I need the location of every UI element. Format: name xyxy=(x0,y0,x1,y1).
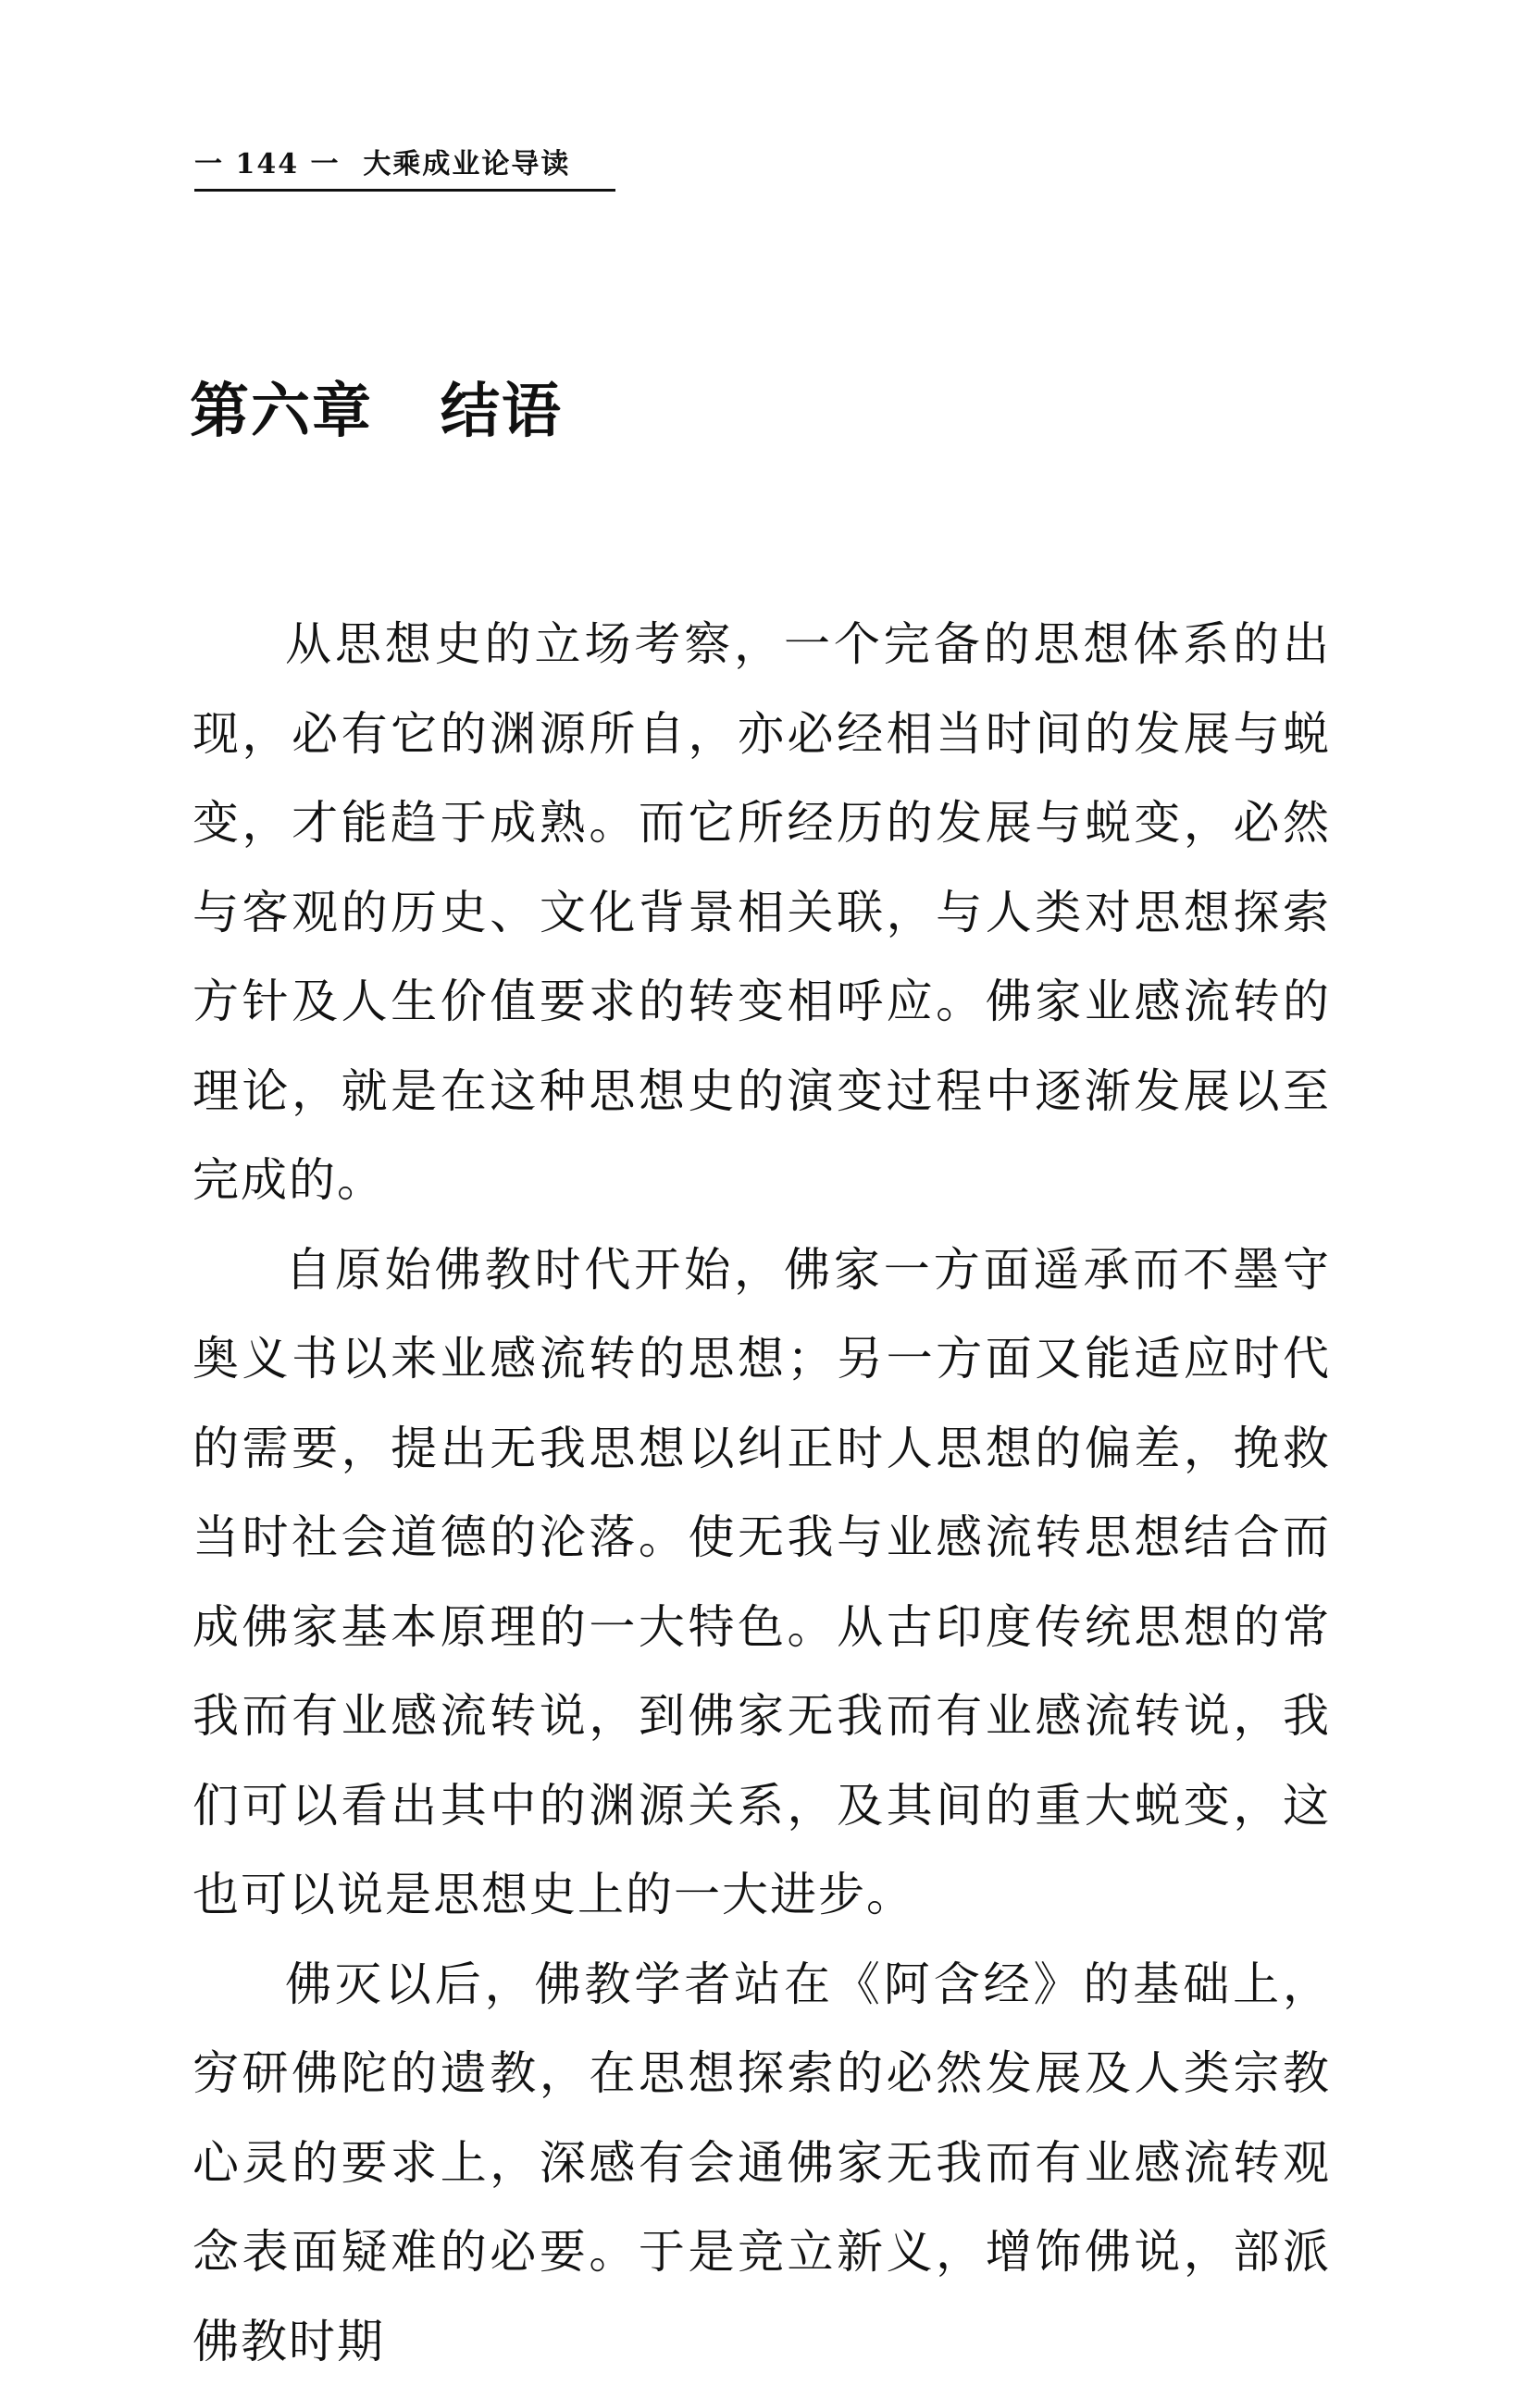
paragraph: 从思想史的立场考察，一个完备的思想体系的出现，必有它的渊源所自，亦必经相当时间的发展与蜕变，才能趋于成熟。而它所经历的发展与蜕变，必然与客观的历史、文化背景相关联，与人类对思想探索方针及人生价值要求的转变相呼应。佛家业感流转的理论，就是在这种思想史的演变过程中逐渐发展以至完成的。 xyxy=(192,600,1331,1225)
body-text xyxy=(192,600,1331,2386)
paragraph: 佛灭以后，佛教学者站在《阿含经》的基础上，穷研佛陀的遗教，在思想探索的必然发展及人类宗教心灵的要求上，深感有会通佛家无我而有业感流转观念表面疑难的必要。于是竞立新义，增饰佛说，部派佛教时期 xyxy=(192,1940,1331,2386)
paragraph: 自原始佛教时代开始，佛家一方面遥承而不墨守奥义书以来业感流转的思想；另一方面又能适应时代的需要，提出无我思想以纠正时人思想的偏差，挽救当时社会道德的沦落。使无我与业感流转思想结合而成佛家基本原理的一大特色。从古印度传统思想的常我而有业感流转说，到佛家无我而有业感流转说，我们可以看出其中的渊源关系，及其间的重大蜕变，这也可以说是思想史上的一大进步。 xyxy=(192,1225,1331,1940)
running-header: 一 144 一 大乘成业论导读 xyxy=(194,146,620,183)
header-rule xyxy=(194,189,615,192)
chapter-title: 第六章 结语 xyxy=(190,375,563,449)
